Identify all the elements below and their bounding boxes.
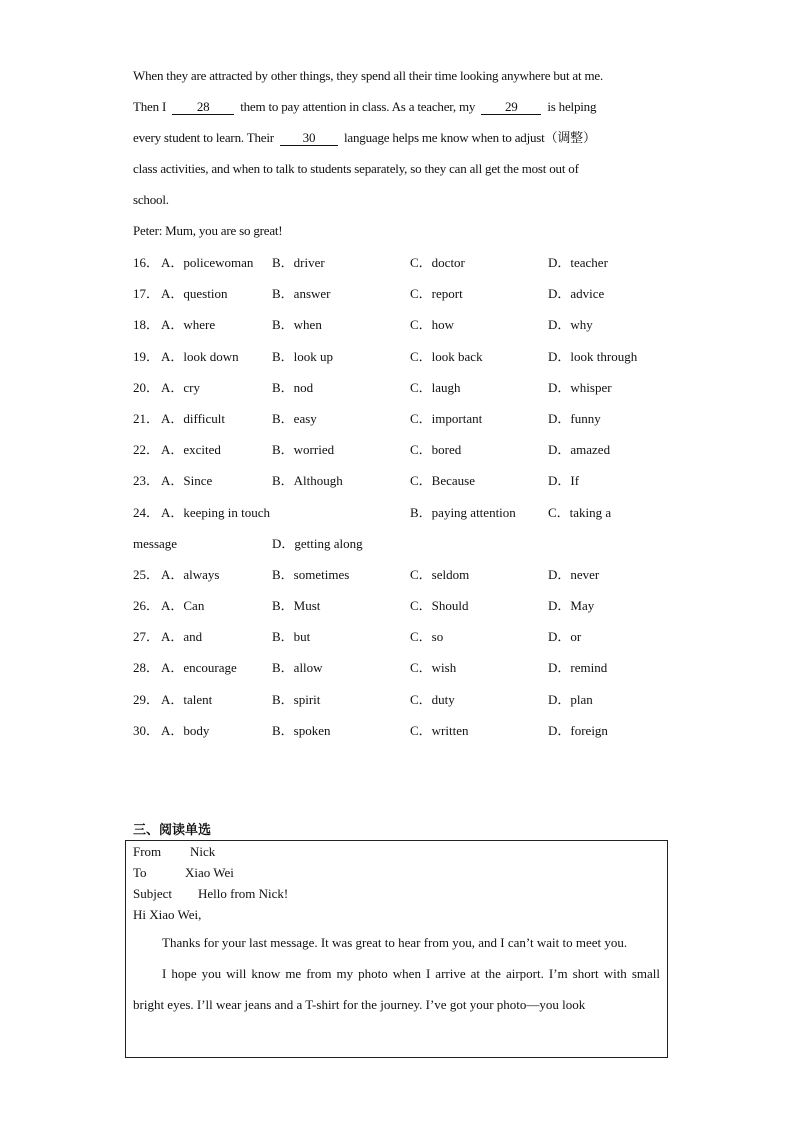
option-b: B．spoken: [272, 722, 331, 738]
option-c: C．so: [410, 629, 444, 645]
option-c: C．look back: [410, 348, 483, 364]
option-a: A．Since: [161, 473, 213, 489]
option-b: B．look up: [272, 348, 334, 364]
option-c: C．doctor: [410, 255, 465, 270]
passage-line: Then I 28 them to pay attention in class. As a teacher, my 29 is helping: [133, 99, 597, 114]
option-c: C．Because: [410, 473, 475, 489]
email-subject-row: [126, 883, 667, 904]
to-value: Xiao Wei: [185, 865, 234, 880]
passage-line: Peter: Mum, you are so great!: [133, 223, 283, 238]
option-b: B．easy: [272, 410, 317, 426]
email-greeting: Hi Xiao Wei,: [133, 907, 202, 922]
option-a: A．always: [161, 566, 220, 582]
option-c-continued: message: [133, 535, 178, 551]
option-d: D．never: [548, 566, 600, 582]
from-label: From: [133, 844, 162, 859]
option-b: B．when: [272, 317, 322, 333]
question-number: 28．: [133, 660, 160, 676]
option-a: A．cry: [161, 379, 200, 395]
option-b: B．worried: [272, 442, 335, 458]
question-20: [133, 374, 673, 405]
question-19: [133, 343, 673, 374]
question-24-continued: [133, 530, 673, 561]
question-number: 27．: [133, 629, 160, 645]
option-d: D．getting along: [272, 535, 363, 551]
blank-30: 30: [280, 131, 338, 146]
option-d: D．funny: [548, 410, 601, 426]
question-23: [133, 467, 673, 498]
question-number: 29．: [133, 691, 160, 707]
option-c: C．laugh: [410, 379, 461, 395]
question-26: [133, 592, 673, 623]
option-d: D．plan: [548, 691, 593, 707]
question-number: 17．: [133, 286, 160, 302]
email-box: [125, 840, 668, 1058]
email-paragraph: I hope you will know me from my photo when I arrive at the airport. I’m short with small bright eyes. I’ll wear jeans and a T-shirt for the journey. I’ve got your photo—you look: [133, 966, 660, 1012]
option-d: D．whisper: [548, 379, 612, 395]
option-b: B．answer: [272, 286, 331, 302]
option-d: D．advice: [548, 286, 605, 302]
question-27: [133, 623, 673, 654]
blank-29: 29: [481, 100, 541, 115]
option-d: D．or: [548, 629, 582, 645]
email-from-row: [126, 841, 667, 862]
option-c: C．written: [410, 722, 469, 738]
option-a: A．look down: [161, 348, 239, 364]
question-28: [133, 654, 673, 685]
passage-line: When they are attracted by other things, they spend all their time looking anywhere but at me.: [133, 68, 603, 83]
question-22: [133, 436, 673, 467]
subject-value: Hello from Nick!: [198, 886, 289, 901]
option-c: C．how: [410, 317, 455, 333]
subject-label: Subject: [133, 886, 172, 901]
question-30: [133, 717, 673, 748]
option-c: C．Should: [410, 598, 469, 614]
option-d: D．amazed: [548, 442, 611, 458]
question-21: [133, 405, 673, 436]
option-b: B．spirit: [272, 691, 321, 707]
to-label: To: [133, 865, 147, 880]
passage-line: every student to learn. Their 30 language helps me know when to adjust（调整）: [133, 130, 596, 145]
option-c: C．taking a: [548, 504, 612, 520]
option-a: A．difficult: [161, 410, 226, 426]
email-paragraph: Thanks for your last message. It was great to hear from you, and I can’t wait to meet you.: [162, 935, 628, 950]
section-title: 三、阅读单选: [133, 823, 212, 838]
cloze-passage-end: [133, 63, 673, 249]
option-a: A．body: [161, 722, 210, 738]
option-a: A．question: [161, 286, 228, 302]
option-b: B．paying attention: [410, 504, 516, 520]
email-to-row: [126, 862, 667, 883]
option-b: B．allow: [272, 660, 323, 676]
question-25: [133, 561, 673, 592]
passage-line: class activities, and when to talk to students separately, so they can all get the most out of: [133, 161, 579, 176]
question-29: [133, 686, 673, 717]
option-d: D．look through: [548, 348, 638, 364]
question-number: 22．: [133, 442, 160, 458]
question-16: [133, 249, 673, 280]
question-number: 18．: [133, 317, 160, 333]
option-c: C．report: [410, 286, 463, 302]
question-number: 24．: [133, 504, 160, 520]
passage-line: school.: [133, 192, 169, 207]
question-number: 25．: [133, 566, 160, 582]
option-a: A．Can: [161, 598, 205, 614]
option-c: C．seldom: [410, 566, 470, 582]
option-a: A．and: [161, 629, 203, 645]
option-c: C．duty: [410, 691, 455, 707]
option-b: B．nod: [272, 379, 314, 395]
option-d: D．remind: [548, 660, 608, 676]
option-a: A．excited: [161, 442, 221, 458]
question-number: 16．: [133, 255, 160, 270]
question-list: [133, 249, 673, 748]
question-17: [133, 280, 673, 311]
question-18: [133, 311, 673, 342]
option-a: A．where: [161, 317, 216, 333]
question-number: 19．: [133, 348, 160, 364]
option-a: A．talent: [161, 691, 213, 707]
option-c: C．wish: [410, 660, 457, 676]
option-c: C．important: [410, 410, 483, 426]
option-d: D．If: [548, 473, 580, 489]
question-number: 26．: [133, 598, 160, 614]
option-d: D．May: [548, 598, 595, 614]
option-b: B．Must: [272, 598, 321, 614]
question-number: 20．: [133, 379, 160, 395]
option-b: B．driver: [272, 255, 325, 270]
option-b: B．Although: [272, 473, 343, 489]
option-d: D．foreign: [548, 722, 608, 738]
option-c: C．bored: [410, 442, 462, 458]
question-number: 21．: [133, 410, 160, 426]
question-number: 23．: [133, 473, 160, 489]
option-a: A．keeping in touch: [161, 504, 271, 520]
option-d: D．teacher: [548, 255, 608, 270]
blank-28: 28: [172, 100, 234, 115]
from-value: Nick: [190, 844, 216, 859]
question-number: 30．: [133, 722, 160, 738]
option-a: A．policewoman: [161, 255, 254, 270]
option-b: B．sometimes: [272, 566, 350, 582]
option-d: D．why: [548, 317, 593, 333]
option-a: A．encourage: [161, 660, 237, 676]
question-24: [133, 499, 673, 530]
option-b: B．but: [272, 629, 311, 645]
